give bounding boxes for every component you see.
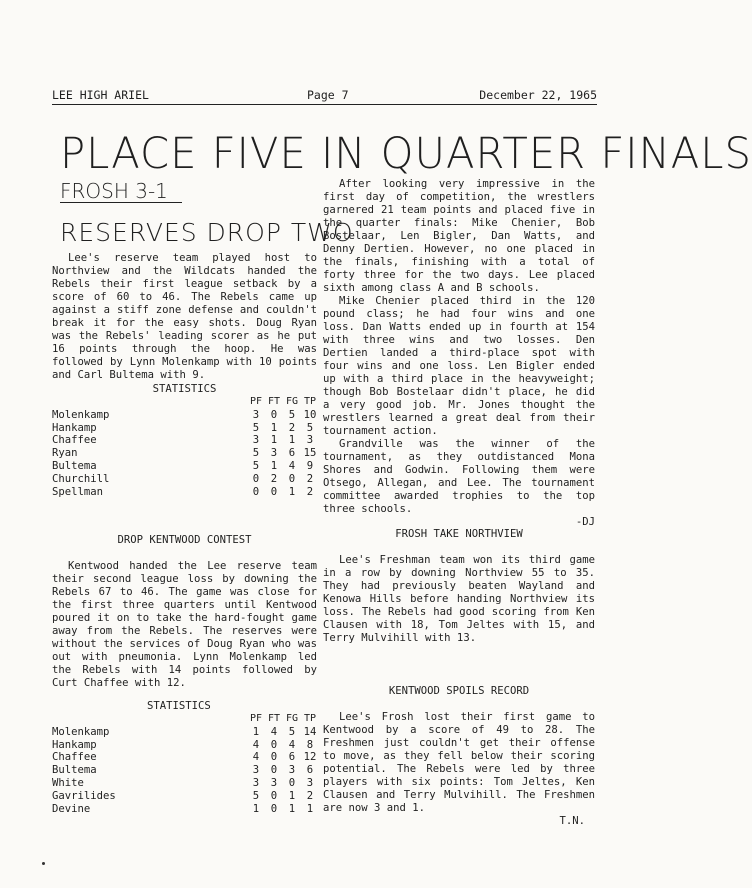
stat-pf: 3	[252, 764, 260, 777]
stat-tp: 14	[303, 725, 317, 738]
kentwood-contest-text: Kentwood handed the Lee reserve team their second league loss by downing the Rebels 67 to 46. The game was close for the first three quarters until Kentwood poured it on to take the hard-fought game away from the Rebels. The reserves were without the services of Doug Ryan who was out with pneumonia. Lynn Molenkamp led the Rebels with 14 points followed by Curt Chaffee with 12.	[52, 560, 317, 689]
stat-fg: 4	[288, 459, 296, 472]
stats-column-header: FG	[285, 713, 299, 724]
player-name: Chaffee	[52, 751, 97, 764]
player-name: Spellman	[52, 485, 104, 498]
stat-fg: 3	[288, 764, 296, 777]
stats-row	[52, 764, 317, 777]
stat-ft: 0	[270, 738, 278, 751]
stat-fg: 1	[288, 789, 296, 802]
page-number: Page 7	[307, 88, 349, 102]
stat-ft: 0	[270, 789, 278, 802]
stats-column-header: TP	[303, 396, 317, 407]
player-name: White	[52, 776, 84, 789]
stats1-title: STATISTICS	[152, 383, 217, 395]
stat-pf: 3	[252, 776, 260, 789]
stat-pf: 3	[252, 434, 260, 447]
player-name: Churchill	[52, 472, 110, 485]
stat-tp: 5	[306, 421, 314, 434]
kentwood-record-title: KENTWOOD SPOILS RECORD	[388, 685, 530, 697]
stat-fg: 4	[288, 738, 296, 751]
player-name: Devine	[52, 802, 91, 815]
page-mark	[42, 862, 45, 865]
kentwood-record-signature: T.N.	[559, 815, 585, 827]
stats2-table	[52, 713, 317, 815]
stats2-title: STATISTICS	[147, 700, 211, 712]
stat-ft: 1	[270, 421, 278, 434]
header-rule	[52, 104, 597, 105]
stat-pf: 0	[252, 485, 260, 498]
paper-name: LEE HIGH ARIEL	[52, 88, 149, 102]
stat-ft: 2	[270, 472, 278, 485]
stats-column-header: PF	[249, 396, 263, 407]
stat-fg: 0	[288, 776, 296, 789]
issue-date: December 22, 1965	[479, 88, 597, 102]
stat-fg: 6	[288, 447, 296, 460]
kentwood-record-article	[323, 685, 595, 828]
player-name: Hankamp	[52, 738, 97, 751]
stats-row	[52, 751, 317, 764]
reserves-story-text: Lee's reserve team played host to Northview and the Wildcats handed the Rebels their first league setback by a score of 60 to 46. The Rebels came up against a stiff zone defense and couldn't break it for the easy shots. Doug Ryan was the Rebels' leading scorer as he put 16 points through the hoop. He was followed by Lynn Molenkamp with 10 points and Carl Bultema with 9.	[52, 252, 317, 381]
stats2-block	[52, 700, 317, 815]
stat-tp: 1	[306, 802, 314, 815]
stats-row	[52, 473, 317, 486]
player-name: Bultema	[52, 459, 97, 472]
player-name: Molenkamp	[52, 725, 110, 738]
player-name: Hankamp	[52, 421, 97, 434]
stat-tp: 3	[306, 434, 314, 447]
stat-fg: 1	[288, 434, 296, 447]
frosh-northview-article	[323, 528, 595, 645]
stat-tp: 6	[306, 764, 314, 777]
stat-pf: 5	[252, 421, 260, 434]
stats-row	[52, 726, 317, 739]
stat-ft: 1	[270, 459, 278, 472]
stat-fg: 5	[288, 725, 296, 738]
stats-row	[52, 739, 317, 752]
stat-tp: 8	[306, 738, 314, 751]
wrestling-p1: After looking very impressive in the first day of competition, the wrestlers garnered 21 team points and placed five in the quarter finals: Mike Chenier, Bob Bostelaar, Len Bigler, Dan Watts, and Denny Dertien. However, no one placed in the finals, finishing with a total of forty three for the two days. Lee placed sixth among class A and B schools.	[323, 178, 595, 294]
player-name: Molenkamp	[52, 408, 110, 421]
main-headline: PLACE FIVE IN QUARTER FINALS	[60, 129, 752, 179]
frosh-northview-text: Lee's Freshman team won its third game in a row by downing Northview 55 to 35. They had previously beaten Wayland and Kenowa Hills before handing Northview its loss. The Rebels had good scoring from Ken Clausen with 18, Tom Jeltes with 15, and Terry Mulvihill with 13.	[323, 554, 595, 644]
stat-ft: 1	[270, 434, 278, 447]
wrestling-p2: Mike Chenier placed third in the 120 pound class; he had four wins and one loss. Dan Watts ended up in fourth at 154 with three wins and two losses. Den Dertien landed a third-place spot with four wins and one loss. Len Bigler ended up with a third place in the heavyweight; though Bob Bostelaar didn't place, he did a very good job. Mr. Jones thought the wrestlers learned a great deal from their tournament action.	[323, 295, 595, 437]
stats-row	[52, 434, 317, 447]
stat-ft: 3	[270, 447, 278, 460]
stat-fg: 0	[288, 472, 296, 485]
stats-column-header: TP	[303, 713, 317, 724]
kentwood-record-text: Lee's Frosh lost their first game to Kentwood by a score of 49 to 28. The Freshmen just couldn't get their offense to move, as they fell below their scoring potential. The Rebels were led by three players with six points: Tom Jeltes, Ken Clausen and Terry Mulvihill. The Freshmen are now 3 and 1.	[323, 711, 595, 814]
stat-fg: 1	[288, 802, 296, 815]
stats-column-header: FT	[267, 396, 281, 407]
player-name: Gavrilides	[52, 789, 116, 802]
stat-pf: 1	[252, 802, 260, 815]
frosh-headline: FROSH 3-1	[60, 180, 182, 203]
stats-row	[52, 409, 317, 422]
stat-pf: 1	[252, 725, 260, 738]
stat-fg: 1	[288, 485, 296, 498]
stats-row	[52, 777, 317, 790]
stat-tp: 9	[306, 459, 314, 472]
player-name: Ryan	[52, 447, 78, 460]
stat-ft: 3	[270, 776, 278, 789]
page-header	[52, 88, 597, 104]
stats-header-row	[52, 713, 317, 726]
stat-ft: 0	[270, 764, 278, 777]
reserves-headline: RESERVES DROP TWO	[60, 218, 354, 247]
stat-ft: 0	[270, 408, 278, 421]
wrestling-p3: Grandville was the winner of the tournament, as they outdistanced Mona Shores and Godwin. Following them were Otsego, Allegan, and Lee. The tournament committee awarded trophies to the top three schools.	[323, 438, 595, 515]
frosh-northview-title: FROSH TAKE NORTHVIEW	[395, 528, 523, 540]
stat-tp: 15	[303, 447, 317, 460]
stat-fg: 6	[288, 751, 296, 764]
wrestling-signature: -DJ	[575, 516, 595, 528]
kentwood-contest-title: DROP KENTWOOD CONTEST	[117, 534, 252, 546]
stats-row	[52, 790, 317, 803]
stat-pf: 5	[252, 447, 260, 460]
stat-pf: 5	[252, 789, 260, 802]
stat-pf: 4	[252, 751, 260, 764]
stats-column-header: PF	[249, 713, 263, 724]
stat-tp: 3	[306, 776, 314, 789]
stats-row	[52, 447, 317, 460]
stat-ft: 0	[270, 485, 278, 498]
stat-ft: 4	[270, 725, 278, 738]
stats-row	[52, 460, 317, 473]
player-name: Chaffee	[52, 434, 97, 447]
stat-fg: 2	[288, 421, 296, 434]
stat-tp: 2	[306, 485, 314, 498]
stats1-table	[52, 396, 317, 498]
stat-tp: 2	[306, 789, 314, 802]
reserves-article	[52, 252, 317, 498]
stat-ft: 0	[270, 802, 278, 815]
stats-row	[52, 486, 317, 499]
stats-column-header: FT	[267, 713, 281, 724]
stat-pf: 0	[252, 472, 260, 485]
stat-tp: 12	[303, 751, 317, 764]
stat-tp: 2	[306, 472, 314, 485]
stat-pf: 4	[252, 738, 260, 751]
kentwood-contest-article	[52, 534, 317, 690]
stats-row	[52, 803, 317, 816]
player-name: Bultema	[52, 764, 97, 777]
stat-pf: 5	[252, 459, 260, 472]
stat-ft: 0	[270, 751, 278, 764]
stat-tp: 10	[303, 408, 317, 421]
stats-row	[52, 422, 317, 435]
stats-header-row	[52, 396, 317, 409]
stat-pf: 3	[252, 408, 260, 421]
stat-fg: 5	[288, 408, 296, 421]
wrestling-article	[323, 178, 595, 529]
stats-column-header: FG	[285, 396, 299, 407]
